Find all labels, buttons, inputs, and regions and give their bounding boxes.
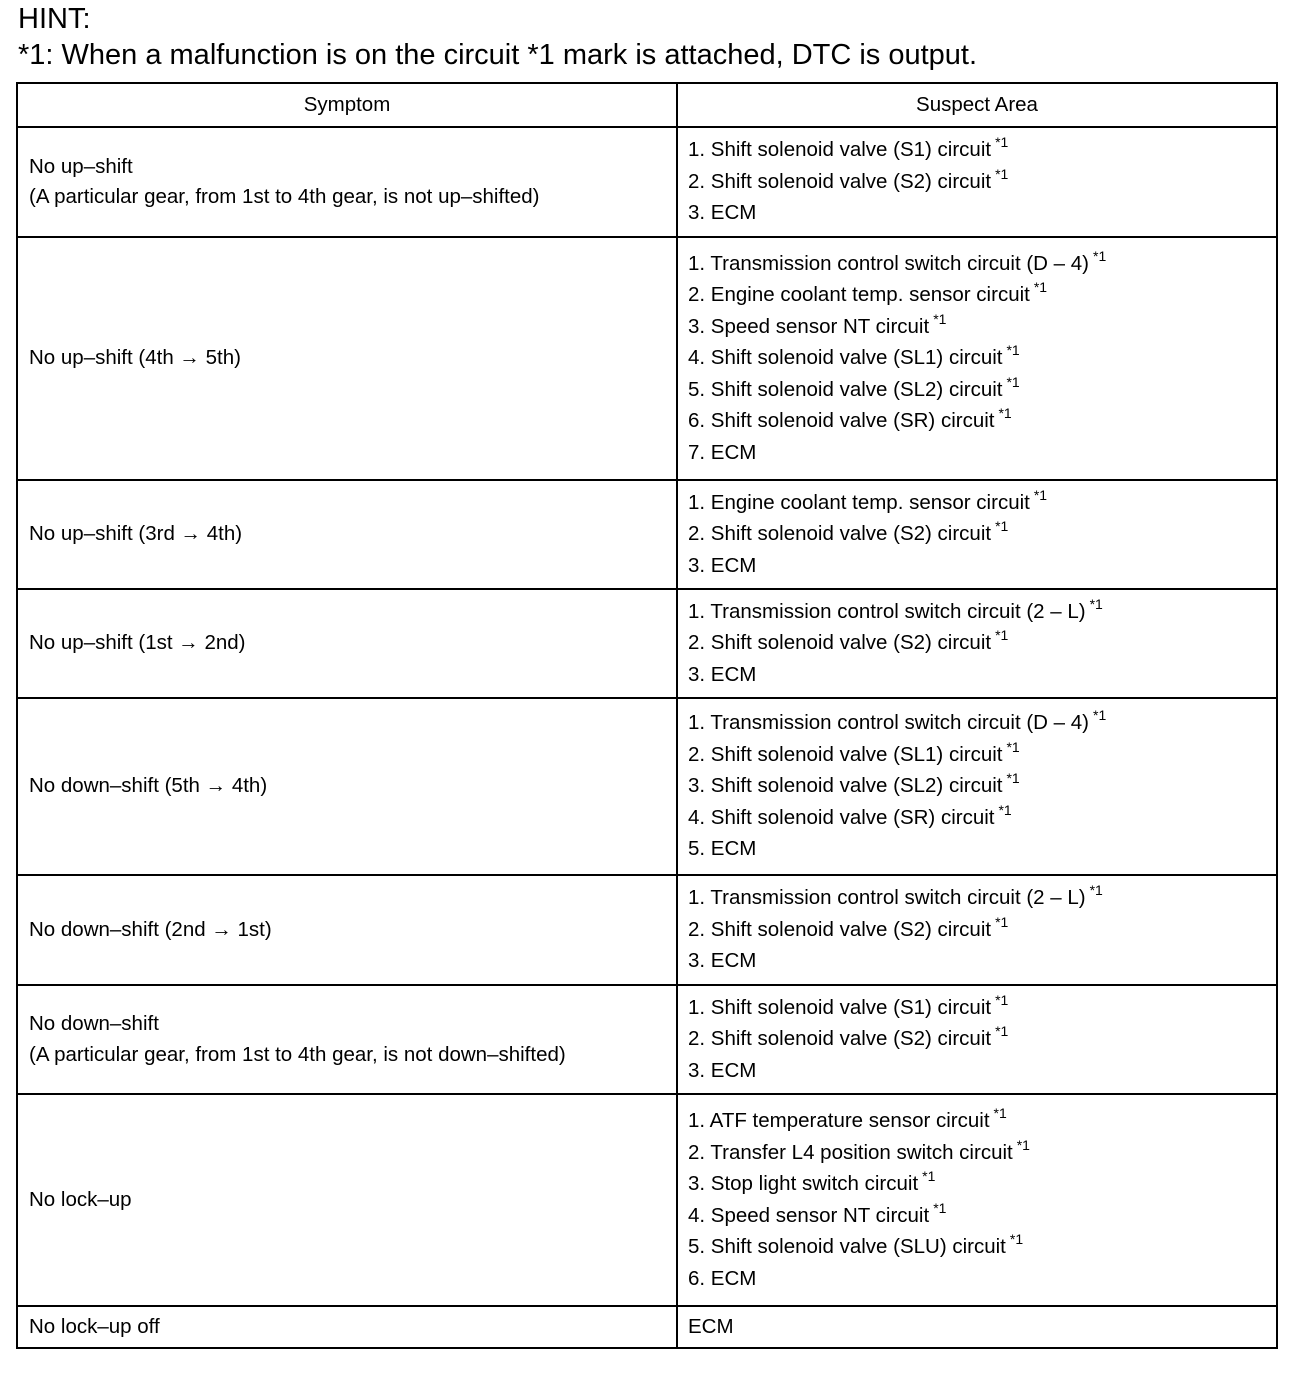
troubleshooting-table bbox=[16, 82, 1278, 1349]
suspect-item-text: 3. ECM bbox=[688, 662, 757, 686]
suspect-item-text: 4. Shift solenoid valve (SL1) circuit bbox=[688, 346, 1003, 370]
symptom-text: No down–shift bbox=[29, 1012, 159, 1035]
suspect-area-cell bbox=[677, 480, 1277, 589]
symptom-text: (A particular gear, from 1st to 4th gear, is not down–shifted) bbox=[29, 1042, 566, 1066]
symptom-text: (A particular gear, from 1st to 4th gear, is not up–shifted) bbox=[29, 185, 540, 208]
suspect-item-text: 3. Shift solenoid valve (SL2) circuit bbox=[688, 774, 1003, 798]
hint-title: HINT: bbox=[18, 3, 91, 35]
dtc-mark: *1 bbox=[1016, 1136, 1030, 1153]
suspect-item bbox=[688, 375, 1270, 407]
suspect-item-text: 3. ECM bbox=[688, 949, 757, 973]
suspect-item bbox=[688, 1106, 1270, 1138]
suspect-item-text: 2. Shift solenoid valve (SL1) circuit bbox=[688, 742, 1003, 766]
symptom-cell bbox=[17, 480, 677, 589]
suspect-item-text: 7. ECM bbox=[688, 440, 757, 464]
suspect-item bbox=[688, 198, 1270, 229]
symptom-text: No up–shift (3rd → 4th) bbox=[29, 522, 243, 546]
dtc-mark: *1 bbox=[933, 310, 947, 327]
symptom-cell bbox=[17, 127, 677, 237]
symptom-text: No lock–up off bbox=[29, 1314, 160, 1338]
suspect-item bbox=[688, 946, 1270, 977]
dtc-mark: *1 bbox=[995, 1023, 1009, 1040]
symptom-text: No down–shift (5th → 4th) bbox=[29, 774, 268, 798]
symptom-text: No up–shift (1st → 2nd) bbox=[29, 631, 246, 655]
suspect-item bbox=[688, 249, 1270, 281]
suspect-item-text: 3. Stop light switch circuit bbox=[688, 1172, 919, 1195]
dtc-mark: *1 bbox=[995, 913, 1009, 930]
symptom-text: No down–shift (2nd → 1st) bbox=[29, 917, 272, 941]
symptom-column-header: Symptom bbox=[17, 83, 677, 127]
suspect-item bbox=[688, 915, 1270, 947]
suspect-item-text: 2. Transfer L4 position switch circuit bbox=[688, 1140, 1013, 1164]
table-row bbox=[17, 985, 1277, 1094]
suspect-area-cell bbox=[677, 1306, 1277, 1348]
dtc-mark: *1 bbox=[998, 405, 1012, 422]
suspect-area-cell bbox=[677, 985, 1277, 1094]
dtc-mark: *1 bbox=[995, 627, 1009, 644]
table-row bbox=[17, 237, 1277, 480]
suspect-item bbox=[688, 1056, 1270, 1087]
suspect-item-text: ECM bbox=[688, 1314, 734, 1338]
hint-note: *1: When a malfunction is on the circuit *1 mark is attached, DTC is output. bbox=[18, 39, 978, 71]
dtc-mark: *1 bbox=[995, 518, 1009, 535]
dtc-mark: *1 bbox=[1033, 279, 1048, 296]
table-row bbox=[17, 480, 1277, 589]
suspect-item bbox=[688, 1232, 1270, 1264]
table-row bbox=[17, 1094, 1277, 1306]
suspect-item bbox=[688, 1201, 1270, 1233]
suspect-item bbox=[688, 406, 1270, 438]
suspect-area-cell bbox=[677, 237, 1277, 480]
suspect-item bbox=[688, 551, 1270, 582]
suspect-area-cell bbox=[677, 698, 1277, 875]
suspect-item-text: 1. Transmission control switch circuit (2 – L) bbox=[688, 599, 1086, 623]
dtc-mark: *1 bbox=[1006, 342, 1020, 359]
suspect-area-cell bbox=[677, 127, 1277, 237]
suspect-item bbox=[688, 519, 1270, 551]
suspect-item-text: 1. Shift solenoid valve (S1) circuit bbox=[688, 138, 992, 162]
dtc-mark: *1 bbox=[1093, 247, 1107, 264]
dtc-mark: *1 bbox=[1089, 882, 1103, 899]
suspect-item-text: 4. Shift solenoid valve (SR) circuit bbox=[688, 805, 995, 829]
suspect-item bbox=[688, 1264, 1270, 1295]
symptom-cell bbox=[17, 1306, 677, 1348]
suspect-item-text: 3. ECM bbox=[688, 1058, 757, 1082]
dtc-mark: *1 bbox=[993, 1105, 1007, 1121]
suspect-item-text: 4. Speed sensor NT circuit bbox=[688, 1203, 930, 1227]
suspect-item-text: 5. Shift solenoid valve (SLU) circuit bbox=[688, 1235, 1006, 1258]
dtc-mark: *1 bbox=[1089, 595, 1103, 612]
table-row bbox=[17, 1306, 1277, 1348]
suspect-item-text: 1. Transmission control switch circuit (2 – L) bbox=[688, 886, 1086, 910]
suspect-item-text: 2. Shift solenoid valve (S2) circuit bbox=[688, 917, 992, 941]
dtc-mark: *1 bbox=[1009, 1231, 1024, 1247]
suspect-item bbox=[688, 771, 1270, 803]
symptom-cell bbox=[17, 589, 677, 698]
suspect-item bbox=[688, 660, 1270, 691]
suspect-item-text: 1. ATF temperature sensor circuit bbox=[688, 1109, 990, 1132]
suspect-item-text: 1. Shift solenoid valve (S1) circuit bbox=[688, 995, 992, 1019]
suspect-item bbox=[688, 343, 1270, 375]
suspect-area-cell bbox=[677, 589, 1277, 698]
symptom-cell bbox=[17, 985, 677, 1094]
table-row bbox=[17, 589, 1277, 698]
dtc-mark: *1 bbox=[998, 801, 1012, 818]
suspect-item-text: 2. Engine coolant temp. sensor circuit bbox=[688, 283, 1030, 307]
dtc-mark: *1 bbox=[933, 1199, 947, 1216]
suspect-item-text: 3. Speed sensor NT circuit bbox=[688, 314, 930, 338]
symptom-cell bbox=[17, 698, 677, 875]
suspect-item bbox=[688, 312, 1270, 344]
suspect-item-text: 2. Shift solenoid valve (S2) circuit bbox=[688, 631, 992, 655]
suspect-item-text: 1. Engine coolant temp. sensor circuit bbox=[688, 490, 1030, 514]
troubleshooting-table-container bbox=[16, 82, 1276, 1349]
suspect-area-column-header: Suspect Area bbox=[677, 83, 1277, 127]
suspect-item-text: 2. Shift solenoid valve (S2) circuit bbox=[688, 169, 992, 193]
dtc-mark: *1 bbox=[1093, 707, 1107, 724]
suspect-item bbox=[688, 708, 1270, 740]
dtc-mark: *1 bbox=[1033, 486, 1048, 503]
suspect-item bbox=[688, 1312, 1270, 1343]
suspect-item-text: 2. Shift solenoid valve (S2) circuit bbox=[688, 522, 992, 546]
dtc-mark: *1 bbox=[995, 991, 1009, 1008]
suspect-item bbox=[688, 1138, 1270, 1170]
table-row bbox=[17, 698, 1277, 875]
dtc-mark: *1 bbox=[1006, 738, 1020, 755]
suspect-item bbox=[688, 488, 1270, 520]
symptom-cell bbox=[17, 237, 677, 480]
suspect-item bbox=[688, 740, 1270, 772]
suspect-item bbox=[688, 280, 1270, 312]
suspect-item-text: 1. Transmission control switch circuit (D – 4) bbox=[688, 251, 1090, 275]
suspect-item-text: 6. Shift solenoid valve (SR) circuit bbox=[688, 409, 995, 433]
suspect-item bbox=[688, 834, 1270, 865]
suspect-item bbox=[688, 597, 1270, 629]
dtc-mark: *1 bbox=[995, 134, 1009, 151]
suspect-item-text: 3. ECM bbox=[688, 201, 757, 225]
dtc-mark: *1 bbox=[995, 165, 1009, 182]
suspect-item-text: 5. ECM bbox=[688, 837, 757, 861]
symptom-text: No up–shift bbox=[29, 154, 133, 178]
suspect-item bbox=[688, 1024, 1270, 1056]
dtc-mark: *1 bbox=[1006, 373, 1020, 390]
table-header-row bbox=[17, 83, 1277, 127]
suspect-item bbox=[688, 135, 1270, 167]
suspect-area-cell bbox=[677, 1094, 1277, 1306]
suspect-item bbox=[688, 628, 1270, 660]
symptom-cell bbox=[17, 875, 677, 985]
suspect-item-text: 1. Transmission control switch circuit (D – 4) bbox=[688, 711, 1090, 735]
suspect-item bbox=[688, 167, 1270, 199]
suspect-item bbox=[688, 993, 1270, 1025]
suspect-item bbox=[688, 883, 1270, 915]
symptom-text: No lock–up bbox=[29, 1187, 132, 1211]
table-row bbox=[17, 875, 1277, 985]
dtc-mark: *1 bbox=[922, 1168, 936, 1184]
suspect-item-text: 6. ECM bbox=[688, 1266, 757, 1290]
table-body bbox=[17, 127, 1277, 1348]
symptom-text: No up–shift (4th → 5th) bbox=[29, 346, 241, 370]
suspect-item bbox=[688, 1169, 1270, 1201]
suspect-area-cell bbox=[677, 875, 1277, 985]
suspect-item-text: 5. Shift solenoid valve (SL2) circuit bbox=[688, 377, 1003, 401]
suspect-item-text: 3. ECM bbox=[688, 553, 757, 577]
suspect-item-text: 2. Shift solenoid valve (S2) circuit bbox=[688, 1027, 992, 1051]
suspect-item bbox=[688, 438, 1270, 469]
suspect-item bbox=[688, 803, 1270, 835]
symptom-cell bbox=[17, 1094, 677, 1306]
dtc-mark: *1 bbox=[1006, 770, 1020, 787]
table-row bbox=[17, 127, 1277, 237]
